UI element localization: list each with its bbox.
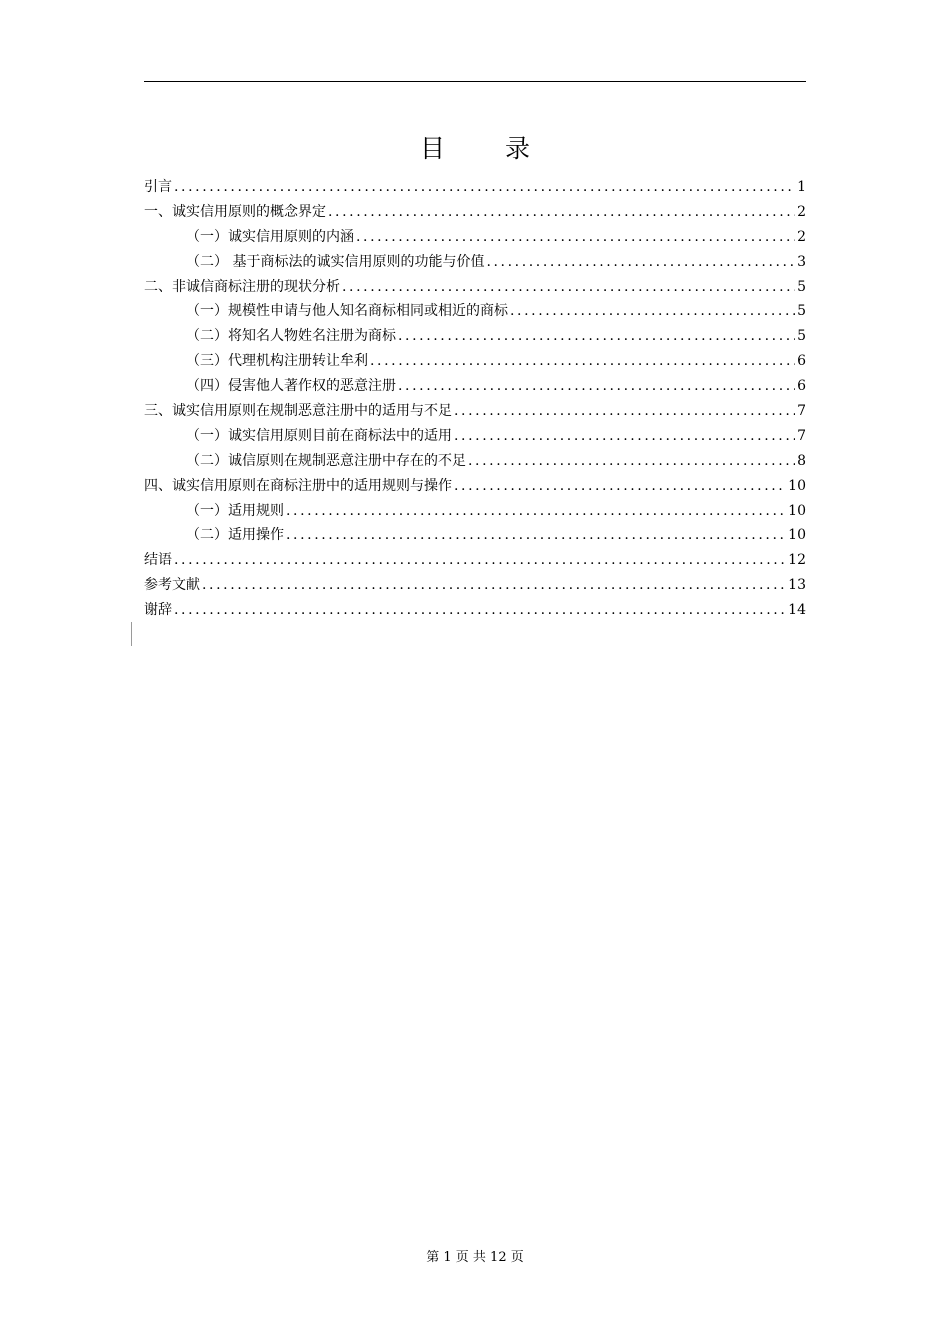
toc-entry-label: 二、非诚信商标注册的现状分析 (144, 278, 340, 295)
toc-leader-dots (174, 598, 786, 623)
toc-entry-page: 2 (797, 203, 806, 220)
toc-leader-dots (468, 449, 795, 474)
toc-leader-dots (356, 225, 795, 250)
toc-entry[interactable] (144, 200, 806, 225)
toc-entry[interactable] (144, 349, 806, 374)
toc-entry[interactable] (144, 424, 806, 449)
toc-entry-page: 6 (797, 353, 806, 370)
toc-entry-page: 10 (788, 477, 806, 494)
toc-entry-page: 7 (797, 403, 806, 420)
toc-leader-dots (174, 548, 786, 573)
toc-entry-label: （二）将知名人物姓名注册为商标 (186, 328, 396, 345)
toc-leader-dots (398, 324, 795, 349)
toc-entry-label: （二）诚信原则在规制恶意注册中存在的不足 (186, 452, 466, 469)
toc-entry-page: 1 (797, 179, 806, 195)
toc-leader-dots (510, 299, 795, 324)
toc-leader-dots (454, 424, 795, 449)
toc-entry-page: 5 (797, 278, 806, 295)
toc-entry-label: （三）代理机构注册转让牟利 (186, 353, 368, 370)
toc-leader-dots (486, 250, 795, 275)
table-of-contents (144, 175, 806, 623)
toc-entry-page: 12 (788, 552, 806, 569)
toc-title: 目 录 (420, 134, 556, 163)
toc-entry[interactable] (144, 598, 806, 623)
toc-entry[interactable] (144, 175, 806, 200)
toc-entry-page: 13 (788, 577, 806, 594)
toc-leader-dots (286, 523, 786, 548)
toc-entry-page: 10 (788, 502, 806, 519)
toc-entry-label: 四、诚实信用原则在商标注册中的适用规则与操作 (144, 477, 452, 494)
toc-entry-label: 参考文献 (144, 577, 200, 594)
toc-entry-label: 引言 (144, 179, 172, 195)
toc-leader-dots (370, 349, 795, 374)
toc-entry[interactable] (144, 225, 806, 250)
toc-leader-dots (286, 499, 786, 524)
toc-entry[interactable] (144, 449, 806, 474)
toc-entry[interactable] (144, 299, 806, 324)
toc-entry-label: （一）诚实信用原则目前在商标法中的适用 (186, 427, 452, 444)
toc-entry-label: （一）适用规则 (186, 502, 284, 519)
toc-leader-dots (454, 474, 786, 499)
toc-entry[interactable] (144, 499, 806, 524)
toc-leader-dots (202, 573, 786, 598)
toc-entry-page: 3 (797, 253, 806, 270)
toc-entry-label: （二）适用操作 (186, 527, 284, 544)
toc-leader-dots (328, 200, 795, 225)
toc-entry-page: 6 (797, 378, 806, 395)
toc-entry[interactable] (144, 374, 806, 399)
toc-entry-label: 谢辞 (144, 602, 172, 619)
toc-entry-page: 2 (797, 228, 806, 245)
toc-leader-dots (342, 275, 795, 300)
header-rule (144, 81, 806, 82)
toc-entry[interactable] (144, 399, 806, 424)
toc-leader-dots (174, 175, 795, 200)
text-cursor (131, 622, 132, 646)
toc-entry-page: 10 (788, 527, 806, 544)
toc-entry[interactable] (144, 324, 806, 349)
page-footer: 第 1 页 共 12 页 (426, 1250, 524, 1265)
toc-entry[interactable] (144, 573, 806, 598)
toc-entry-page: 5 (797, 303, 806, 320)
toc-entry-label: （四）侵害他人著作权的恶意注册 (186, 378, 396, 395)
toc-entry-page: 7 (797, 427, 806, 444)
toc-entry[interactable] (144, 275, 806, 300)
toc-entry-label: （二） 基于商标法的诚实信用原则的功能与价值 (186, 253, 485, 270)
toc-entry-label: 结语 (144, 552, 172, 569)
toc-entry[interactable] (144, 474, 806, 499)
toc-entry-label: 一、诚实信用原则的概念界定 (144, 203, 326, 220)
toc-entry[interactable] (144, 523, 806, 548)
toc-entry-page: 14 (788, 602, 806, 619)
toc-entry-label: 三、诚实信用原则在规制恶意注册中的适用与不足 (144, 403, 452, 420)
toc-leader-dots (454, 399, 795, 424)
toc-entry-label: （一）规模性申请与他人知名商标相同或相近的商标 (186, 303, 508, 320)
toc-entry-label: （一）诚实信用原则的内涵 (186, 228, 354, 245)
toc-entry-page: 8 (797, 452, 806, 469)
toc-entry-page: 5 (797, 328, 806, 345)
toc-entry[interactable] (144, 250, 806, 275)
toc-entry[interactable] (144, 548, 806, 573)
toc-leader-dots (398, 374, 795, 399)
